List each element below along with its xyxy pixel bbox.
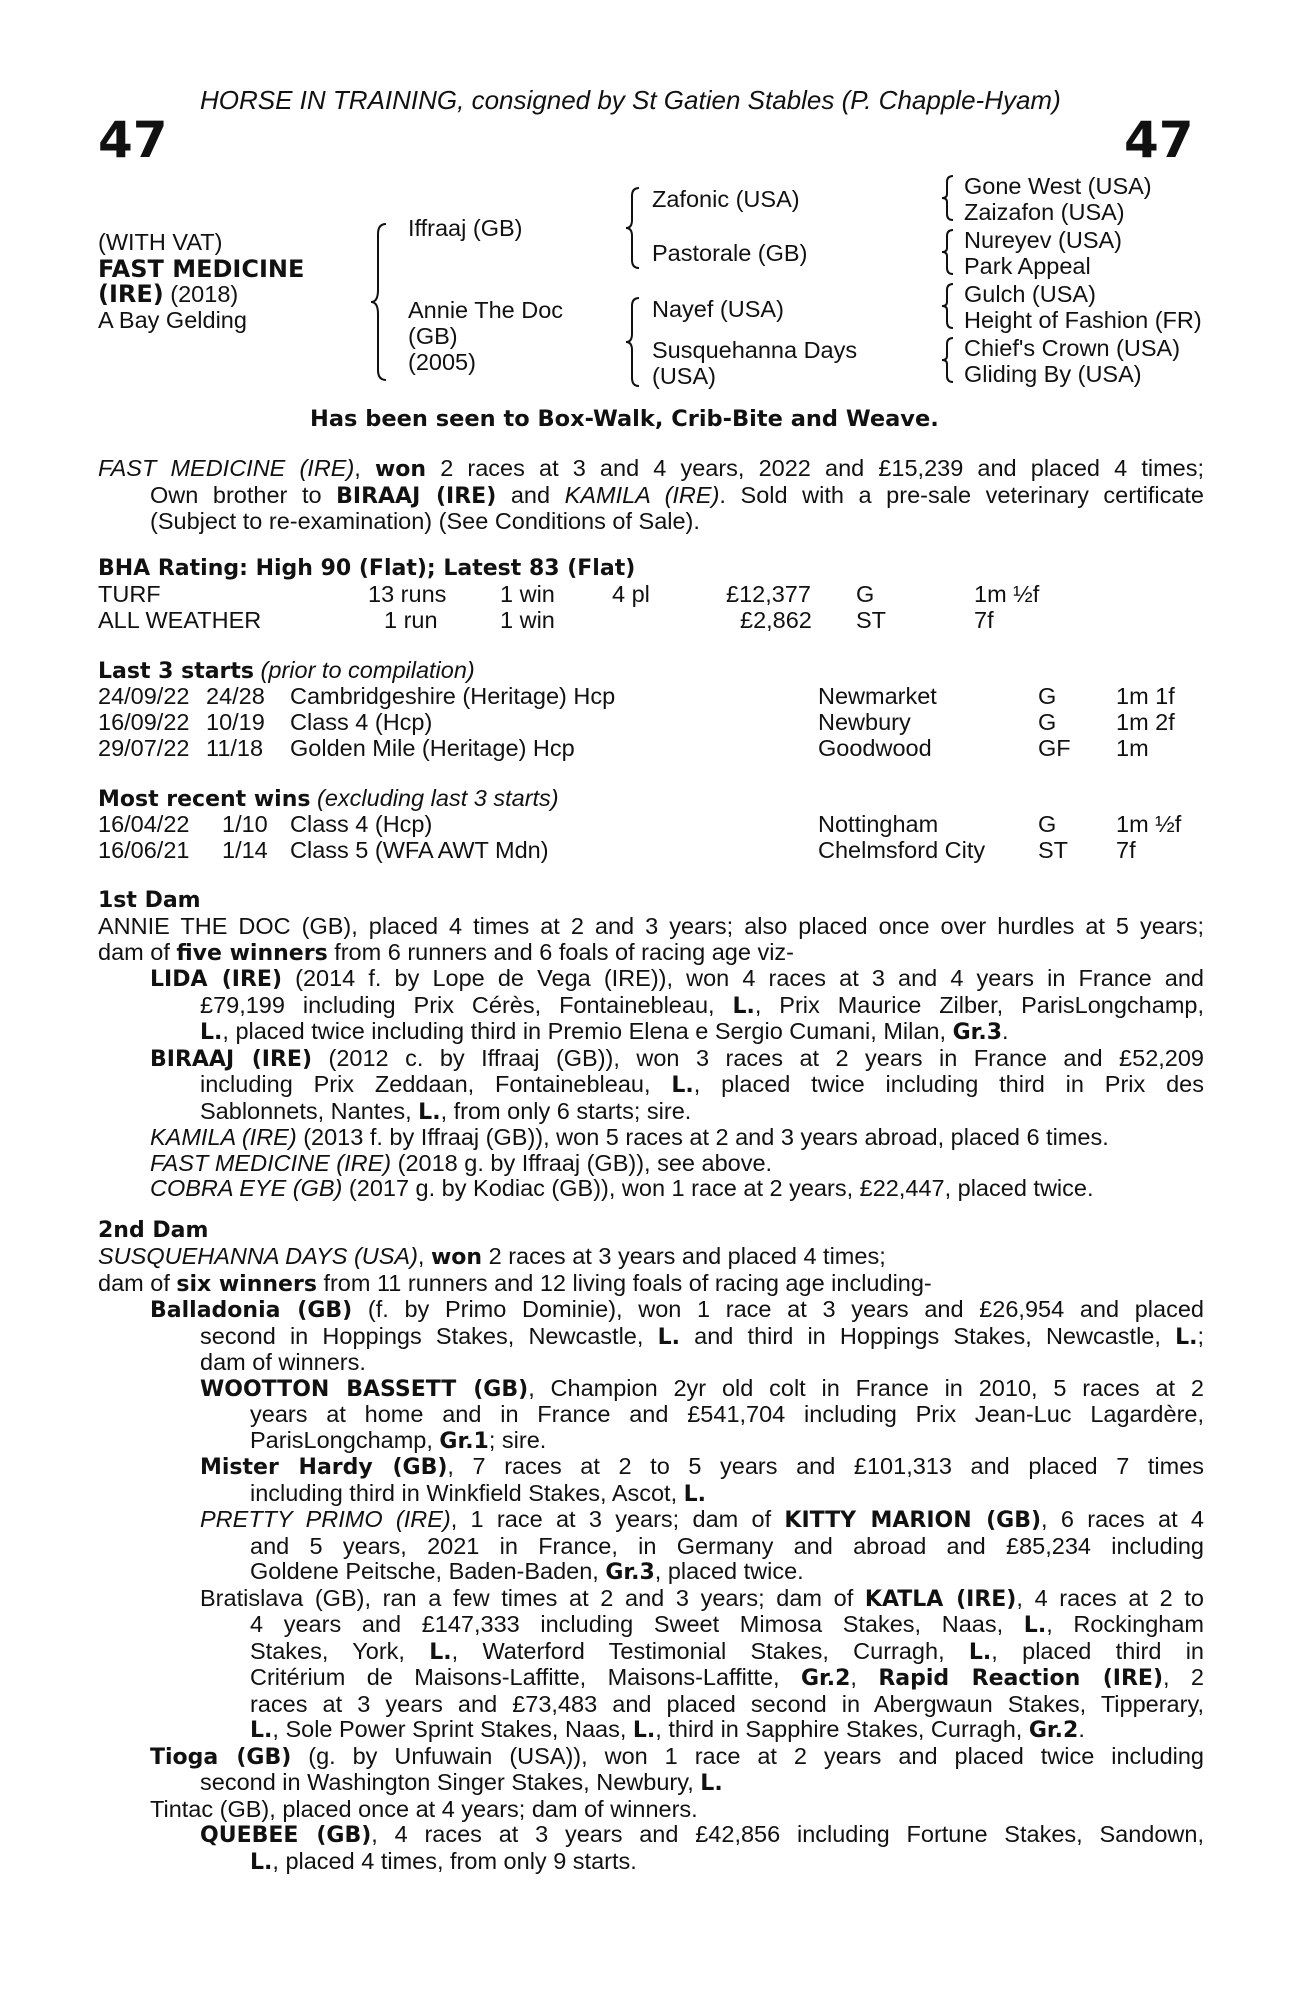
dam1-foals: from 6 runners and 6 foals of racing age viz- xyxy=(327,938,794,965)
dam2-record: 2 races at 3 years and placed 4 times; xyxy=(482,1243,886,1269)
pedigree-dam-sire: Nayef (USA) xyxy=(652,296,784,322)
kitty-marion-name: KITTY MARION (GB) xyxy=(784,1508,1042,1533)
horse-description: A Bay Gelding xyxy=(98,307,247,333)
horse-name: FAST MEDICINE xyxy=(98,255,305,283)
pedigree-dam-dam-line2: (USA) xyxy=(652,363,716,389)
pretty-primo-text-4: , placed twice. xyxy=(654,1558,804,1584)
summary-record: 2 races at 3 and 4 years, 2022 and £15,239 and placed 4 times; xyxy=(426,455,1204,481)
recent-heading-note: (excluding last 3 starts) xyxy=(310,785,559,811)
bratislava-text-3: 4 years and £147,333 including Sweet Mimosa Stakes, Naas, xyxy=(250,1611,1024,1637)
grandsire-brace-4 xyxy=(940,336,956,384)
bratislava-text-1: Bratislava (GB), ran a few times at 2 and 3 years; dam of xyxy=(200,1584,865,1611)
dam1-winners: five winners xyxy=(176,940,328,966)
dam2-won: won xyxy=(430,1245,483,1270)
fast-medicine-name: FAST MEDICINE (IRE) xyxy=(150,1149,392,1176)
lida-text-5: . xyxy=(1002,1018,1009,1044)
lida-name: LIDA (IRE) xyxy=(150,967,283,992)
listed-mark: L. xyxy=(418,1099,441,1125)
bratislava-text-5: Stakes, York, xyxy=(250,1637,430,1664)
horse-year: (2018) xyxy=(163,281,239,307)
kamila-line xyxy=(98,1125,1204,1151)
start-distance: 1m xyxy=(1116,735,1149,761)
bratislava-text-6: , Waterford Testimonial Stakes, Curragh, xyxy=(451,1637,969,1664)
tioga-line-2 xyxy=(98,1770,1204,1797)
quebee-line-1 xyxy=(98,1822,1204,1849)
first-dam-heading: 1st Dam xyxy=(98,888,201,913)
cobra-eye-line xyxy=(98,1176,1204,1202)
pedigree-gen3-8: Gliding By (USA) xyxy=(964,361,1142,387)
bratislava-text-4: , Rockingham xyxy=(1046,1611,1204,1637)
biraaj-text-5: , from only 6 starts; sire. xyxy=(440,1097,692,1124)
bratislava-text-12: , third in Sapphire Stakes, Curragh, xyxy=(655,1716,1029,1742)
lida-line-1 xyxy=(98,966,1204,993)
quebee-text-2: , placed 4 times, from only 9 starts. xyxy=(272,1847,637,1874)
start-distance: 1m 2f xyxy=(1116,709,1175,735)
win-date: 16/04/22 xyxy=(98,811,190,837)
quebee-text-1: , 4 races at 3 years and £42,856 including Fortune Stakes, Sandown, xyxy=(371,1821,1204,1847)
lida-text-1: (2014 f. by Lope de Vega (IRE)), won 4 races at 3 and 4 years in France and xyxy=(282,965,1204,991)
lida-text-3: , Prix Maurice Zilber, ParisLongchamp, xyxy=(754,991,1204,1018)
start-position: 11/18 xyxy=(206,735,264,761)
listed-mark: L. xyxy=(250,1849,273,1875)
win-race: Class 5 (WFA AWT Mdn) xyxy=(290,837,549,863)
biraaj-text-1: (2012 c. by Iffraaj (GB)), won 3 races at 2 years in France and £52,209 xyxy=(312,1044,1205,1071)
recent-wins-heading xyxy=(98,786,559,813)
listed-mark: L. xyxy=(250,1718,273,1743)
dam1-dam-of: dam of xyxy=(98,938,177,965)
bratislava-line-2 xyxy=(98,1612,1204,1639)
start-course: Newbury xyxy=(818,709,911,735)
start-distance: 1m 1f xyxy=(1116,683,1175,709)
pedigree-dam-line2: (GB) xyxy=(408,323,458,349)
bratislava-text-11: , Sole Power Sprint Stakes, Naas, xyxy=(272,1716,633,1742)
mister-hardy-text-1: , 7 races at 2 to 5 years and £101,313 and placed 7 times xyxy=(447,1453,1205,1479)
mister-hardy-line-1 xyxy=(98,1454,1204,1481)
bratislava-text-2: , 4 races at 2 to xyxy=(1016,1584,1205,1611)
dam-line-brace xyxy=(624,296,642,388)
rating-distance: 7f xyxy=(974,607,994,633)
mister-hardy-name: Mister Hardy (GB) xyxy=(200,1455,448,1480)
pretty-primo-line-2: and 5 years, 2021 in France, in Germany and abroad and £85,234 including xyxy=(250,1532,1204,1559)
group-mark: Gr.3 xyxy=(952,1020,1002,1045)
last3-heading-note: (prior to compilation) xyxy=(254,657,475,683)
bratislava-line-1 xyxy=(98,1586,1204,1613)
pedigree-sire-dam: Pastorale (GB) xyxy=(652,240,808,266)
bratislava-text-9: , xyxy=(850,1664,879,1690)
win-distance: 7f xyxy=(1116,837,1136,863)
pedigree-gen3-2: Zaizafon (USA) xyxy=(964,199,1125,225)
start-position: 24/28 xyxy=(206,683,265,709)
group-mark: Gr.2 xyxy=(800,1666,851,1691)
bratislava-line-4 xyxy=(98,1665,1204,1692)
listed-mark: L. xyxy=(200,1020,223,1045)
balladonia-text-2: second in Hoppings Stakes, Newcastle, xyxy=(200,1322,658,1349)
listed-mark: L. xyxy=(632,1718,656,1743)
lot-number-left: 47 xyxy=(98,111,168,169)
recent-heading-bold: Most recent wins xyxy=(98,787,311,812)
biraaj-name: BIRAAJ (IRE) xyxy=(150,1046,313,1072)
start-race: Cambridgeshire (Heritage) Hcp xyxy=(290,683,616,709)
start-date: 16/09/22 xyxy=(98,709,190,735)
dam2-foals: from 11 runners and 12 living foals of racing age including- xyxy=(316,1269,932,1296)
biraaj-line-3 xyxy=(98,1099,1204,1126)
dam2-name: SUSQUEHANNA DAYS (USA) xyxy=(98,1243,418,1269)
vices-notice: Has been seen to Box-Walk, Crib-Bite and Weave. xyxy=(310,406,939,432)
start-position: 10/19 xyxy=(206,709,265,735)
wootton-line-1 xyxy=(98,1376,1204,1403)
horse-country: (IRE) xyxy=(98,280,164,308)
win-date: 16/06/21 xyxy=(98,837,190,863)
win-position: 1/14 xyxy=(222,837,268,863)
sire-dam-brace xyxy=(368,222,390,382)
wootton-name: WOOTTON BASSETT (GB) xyxy=(200,1376,529,1402)
quebee-line-2 xyxy=(98,1849,1204,1876)
summary-and: and xyxy=(496,481,565,508)
balladonia-name: Balladonia (GB) xyxy=(150,1298,353,1323)
start-course: Newmarket xyxy=(818,683,937,709)
summary-sibling-1: BIRAAJ (IRE) xyxy=(336,483,497,509)
group-mark: Gr.3 xyxy=(605,1560,655,1585)
vat-label: (WITH VAT) xyxy=(98,229,223,255)
balladonia-text-4: ; xyxy=(1197,1322,1204,1349)
grandsire-brace-3 xyxy=(940,282,956,330)
balladonia-text-3: and third in Hoppings Stakes, Newcastle, xyxy=(679,1322,1176,1349)
tioga-line-1 xyxy=(98,1744,1204,1771)
horse-origin xyxy=(98,282,238,308)
pedigree-dam-line3: (2005) xyxy=(408,349,476,375)
biraaj-line-2 xyxy=(98,1072,1204,1099)
pretty-primo-line-3 xyxy=(98,1559,1204,1586)
sire-line-brace xyxy=(624,186,642,270)
wootton-line-3 xyxy=(98,1428,1204,1455)
summary-line-3: (Subject to re-examination) (See Conditions of Sale). xyxy=(150,508,700,534)
listed-mark: L. xyxy=(1175,1324,1198,1350)
listed-mark: L. xyxy=(1023,1613,1047,1638)
rating-wins: 1 win xyxy=(500,581,555,607)
lot-number-right: 47 xyxy=(1124,111,1194,169)
win-going: ST xyxy=(1038,837,1069,863)
kamila-name: KAMILA (IRE) xyxy=(150,1124,297,1150)
bratislava-text-10: , 2 xyxy=(1163,1664,1204,1690)
wootton-line-2: years at home and in France and £541,704 including Prix Jean-Luc Lagardère, xyxy=(250,1401,1204,1427)
dam2-dam-of: dam of xyxy=(98,1269,177,1296)
grandsire-brace-1 xyxy=(940,174,956,222)
second-dam-heading: 2nd Dam xyxy=(98,1218,209,1243)
dam1-line-2 xyxy=(98,940,1204,967)
win-course: Nottingham xyxy=(818,811,939,837)
start-race: Golden Mile (Heritage) Hcp xyxy=(290,735,575,761)
rating-runs: 13 runs xyxy=(368,581,447,607)
summary-won: won xyxy=(374,457,427,482)
start-going: G xyxy=(1038,683,1057,709)
rating-going: G xyxy=(856,581,875,607)
balladonia-line-2 xyxy=(98,1324,1204,1351)
bratislava-text-13: . xyxy=(1078,1716,1085,1742)
start-course: Goodwood xyxy=(818,735,932,761)
dam2-line-1 xyxy=(98,1244,1204,1271)
start-date: 29/07/22 xyxy=(98,735,190,761)
lida-text-2: £79,199 including Prix Cérès, Fontainebleau, xyxy=(200,991,733,1018)
pedigree-sire-sire: Zafonic (USA) xyxy=(652,186,800,212)
wootton-text-3: ParisLongchamp, xyxy=(250,1426,440,1453)
kamila-text: (2013 f. by Iffraaj (GB)), won 5 races at 2 and 3 years abroad, placed 6 times. xyxy=(296,1124,1109,1150)
rating-distance: 1m ½f xyxy=(974,581,1040,607)
katla-name: KATLA (IRE) xyxy=(864,1586,1017,1612)
start-date: 24/09/22 xyxy=(98,683,190,709)
race-summary xyxy=(98,456,1204,535)
pretty-primo-line-1 xyxy=(98,1507,1204,1534)
bratislava-line-6 xyxy=(98,1717,1204,1744)
lida-text-4: , placed twice including third in Premio Elena e Sergio Cumani, Milan, xyxy=(222,1018,953,1044)
group-mark: Gr.2 xyxy=(1028,1718,1079,1743)
win-distance: 1m ½f xyxy=(1116,811,1182,837)
quebee-name: QUEBEE (GB) xyxy=(200,1823,372,1848)
pedigree-gen3-4: Park Appeal xyxy=(964,253,1091,279)
tioga-name: Tioga (GB) xyxy=(150,1744,292,1770)
rating-runs: 1 run xyxy=(384,607,438,633)
last3-heading xyxy=(98,658,475,685)
summary-line-2 xyxy=(98,483,1204,510)
summary-vet: . Sold with a pre-sale veterinary certificate xyxy=(719,481,1204,508)
lida-line-2 xyxy=(98,993,1204,1020)
fast-medicine-line xyxy=(98,1151,1204,1177)
win-position: 1/10 xyxy=(222,811,268,837)
win-going: G xyxy=(1038,811,1057,837)
page-title: HORSE IN TRAINING, consigned by St Gatien Stables (P. Chapple-Hyam) xyxy=(200,85,1061,115)
grandsire-brace-2 xyxy=(940,228,956,276)
start-going: G xyxy=(1038,709,1057,735)
dam2-winners: six winners xyxy=(176,1271,317,1297)
pedigree-sire: Iffraaj (GB) xyxy=(408,215,523,241)
pretty-primo-text-1: , 1 race at 3 years; dam of xyxy=(450,1506,785,1532)
rating-going: ST xyxy=(856,607,887,633)
bratislava-line-3 xyxy=(98,1639,1204,1666)
listed-mark: L. xyxy=(671,1073,694,1098)
bratislava-line-5: races at 3 years and £73,483 and placed second in Abergwaun Stakes, Tipperary, xyxy=(250,1690,1204,1717)
last3-heading-bold: Last 3 starts xyxy=(98,659,255,684)
pedigree-gen3-1: Gone West (USA) xyxy=(964,173,1152,199)
biraaj-text-4: Sablonnets, Nantes, xyxy=(200,1097,419,1124)
pedigree-dam-dam-line1: Susquehanna Days xyxy=(652,337,858,363)
start-going: GF xyxy=(1038,735,1071,761)
biraaj-text-2: including Prix Zeddaan, Fontainebleau, xyxy=(200,1071,672,1097)
wootton-text-4: ; sire. xyxy=(488,1426,547,1453)
summary-horse-name: FAST MEDICINE (IRE) xyxy=(98,455,355,481)
pretty-primo-text-3: Goldene Peitsche, Baden-Baden, xyxy=(250,1558,606,1584)
bratislava-text-8: Critérium de Maisons-Laffitte, Maisons-Laffitte, xyxy=(250,1664,801,1690)
listed-mark: L. xyxy=(968,1639,992,1665)
bha-rating-heading: BHA Rating: High 90 (Flat); Latest 83 (Flat) xyxy=(98,556,636,581)
tintac-line: Tintac (GB), placed once at 4 years; dam of winners. xyxy=(150,1795,698,1822)
listed-mark: L. xyxy=(429,1639,452,1665)
tioga-text-1: (g. by Unfuwain (USA)), won 1 race at 2 years and placed twice including xyxy=(291,1742,1204,1769)
rating-placed: 4 pl xyxy=(612,581,650,607)
listed-mark: L. xyxy=(683,1481,707,1507)
win-course: Chelmsford City xyxy=(818,837,986,863)
summary-brother: Own brother to xyxy=(150,481,337,508)
first-dam-section xyxy=(98,914,1204,1202)
pretty-primo-text-2: , 6 races at 4 xyxy=(1041,1506,1204,1532)
balladonia-line-1 xyxy=(98,1297,1204,1324)
bratislava-text-7: , placed third in xyxy=(991,1637,1204,1664)
second-dam-section xyxy=(98,1244,1204,1875)
pedigree-gen3-7: Chief's Crown (USA) xyxy=(964,335,1181,361)
balladonia-text-1: (f. by Primo Dominie), won 1 race at 3 years and £26,954 and placed xyxy=(352,1296,1204,1322)
start-race: Class 4 (Hcp) xyxy=(290,709,433,735)
group-mark: Gr.1 xyxy=(439,1428,489,1454)
summary-line-1: FAST MEDICINE (IRE), won 2 races at 3 and 4 years, 2022 and £15,239 and placed 4 times; xyxy=(98,455,1204,482)
fast-medicine-text: (2018 g. by Iffraaj (GB)), see above. xyxy=(391,1149,773,1176)
pedigree-gen3-5: Gulch (USA) xyxy=(964,281,1096,307)
mister-hardy-text-2: including third in Winkfield Stakes, Ascot, xyxy=(250,1479,684,1506)
rapid-reaction-name: Rapid Reaction (IRE) xyxy=(878,1666,1164,1691)
tioga-text-2: second in Washington Singer Stakes, Newbury, xyxy=(200,1769,701,1795)
dam2-line-2 xyxy=(98,1271,1204,1298)
win-race: Class 4 (Hcp) xyxy=(290,811,433,837)
rating-surface: ALL WEATHER xyxy=(98,607,262,633)
listed-mark: L. xyxy=(732,993,755,1019)
rating-wins: 1 win xyxy=(500,607,555,633)
pedigree-dam-line1: Annie The Doc xyxy=(408,297,564,323)
dam2-sep: , xyxy=(417,1243,431,1269)
mister-hardy-line-2 xyxy=(98,1481,1204,1508)
summary-sibling-2: KAMILA (IRE) xyxy=(564,481,720,508)
pedigree-gen3-6: Height of Fashion (FR) xyxy=(964,307,1202,333)
listed-mark: L. xyxy=(657,1324,680,1350)
biraaj-text-3: , placed twice including third in Prix des xyxy=(693,1071,1204,1097)
lida-line-3 xyxy=(98,1019,1204,1046)
pedigree-gen3-3: Nureyev (USA) xyxy=(964,227,1123,253)
balladonia-line-3: dam of winners. xyxy=(200,1349,366,1375)
cobra-eye-name: COBRA EYE (GB) xyxy=(150,1175,343,1201)
rating-prize: £12,377 xyxy=(726,581,811,607)
rating-prize: £2,862 xyxy=(740,607,812,633)
listed-mark: L. xyxy=(700,1771,723,1796)
rating-surface: TURF xyxy=(98,581,161,607)
cobra-eye-text: (2017 g. by Kodiac (GB)), won 1 race at 2 years, £22,447, placed twice. xyxy=(342,1175,1094,1201)
pretty-primo-name: PRETTY PRIMO (IRE) xyxy=(200,1506,451,1532)
dam1-line-1: ANNIE THE DOC (GB), placed 4 times at 2 and 3 years; also placed once over hurdles at 5 years; xyxy=(98,913,1204,939)
wootton-text-1: , Champion 2yr old colt in France in 2010, 5 races at 2 xyxy=(528,1374,1204,1401)
biraaj-line-1 xyxy=(98,1046,1204,1073)
